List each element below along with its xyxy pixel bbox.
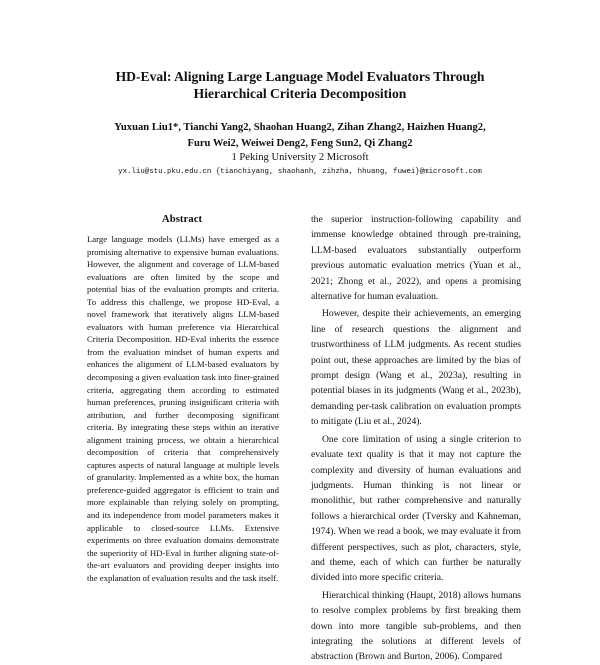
authors-line-2: Furu Wei2, Weiwei Deng2, Feng Sun2, Qi Zhang2 — [187, 138, 413, 149]
author-list — [40, 120, 560, 152]
abstract-column — [87, 233, 279, 600]
intro-paragraph-1: the superior instruction-following capability and immense knowledge obtained through pre-training, LLM-based evaluators substantially outperform previous automatic evaluation metrics (Yuan et al., 2021; Zhong et al., 2022), and opens a promising alternative for human evaluation. — [311, 214, 521, 303]
title-line-1: HD-Eval: Aligning Large Language Model Evaluators Through — [115, 69, 485, 84]
author-emails: yx.liu@stu.pku.edu.cn {tianchiyang, shaohanh, zihzha, hhuang, fuwei}@microsoft.com — [118, 168, 482, 176]
intro-paragraph-4: Hierarchical thinking (Haupt, 2018) allows humans to resolve complex problems by first breaking them down into more tangible sub-problems, and then integrating the solutions at different levels of abstraction (Brown and Burton, 2006). Compared — [311, 589, 521, 663]
introduction-column — [311, 212, 521, 663]
abstract-heading: Abstract — [161, 213, 203, 225]
paper-title — [40, 68, 560, 102]
authors-line-1: Yuxuan Liu1*, Tianchi Yang2, Shaohan Huang2, Zihan Zhang2, Haizhen Huang2, — [114, 122, 486, 133]
affiliations: 1 Peking University 2 Microsoft — [231, 152, 369, 163]
intro-paragraph-3: One core limitation of using a single criterion to evaluate text quality is that it may not capture the complexity and diversity of human evaluations and judgments. Human thinking is not linear or monolithic, but rather comprehensive and naturally follows a hierarchical order (Tversky and Kahneman, 1974). When we read a book, we may evaluate it from different perspectives, such as plot, characters, style, and theme, each of which can further be naturally divided into more specific criteria. — [311, 433, 521, 584]
intro-paragraph-2: However, despite their achievements, an emerging line of research questions the alignment and trustworthiness of LLM judgments. As recent studies point out, these approaches are limited by the bias of prompt design (Wang et al., 2023a), resulting in potential biases in its judgments (Wang et al., 2023b), demanding per-task calibration on evaluation prompts to mitigate (Liu et al., 2024). — [311, 308, 521, 428]
title-line-2: Hierarchical Criteria Decomposition — [193, 86, 407, 101]
abstract-text: Large language models (LLMs) have emerged as a promising alternative to expensive human evaluations. However, the alignment and coverage of LLM-based evaluations are often limited by the scope and potential bias of the evaluation prompts and criteria. To address this challenge, we propose HD-Eval, a novel framework that iteratively aligns LLM-based evaluators with human preference via Hierarchical Criteria Decomposition. HD-Eval inherits the essence from the evaluation mindset of human experts and enhances the alignment of LLM-based evaluators by decomposing a given evaluation task into finer-grained criteria, aggregating them according to estimated human preferences, pruning insignificant criteria with attribution, and further decomposing significant criteria. By integrating these steps within an iterative alignment training process, we obtain a hierarchical decomposition of criteria that comprehensively captures aspects of natural language at multiple levels of granularity. Implemented as a white box, the human preference-guided aggregator is efficient to train and more explainable than relying solely on prompting, and its independence from model parameters makes it applicable to closed-source LLMs. Extensive experiments on three evaluation domains demonstrate the superiority of HD-Eval in further aligning state-of-the-art evaluators and providing deeper insights into the explanation of evaluation results and the task itself. — [87, 234, 279, 583]
